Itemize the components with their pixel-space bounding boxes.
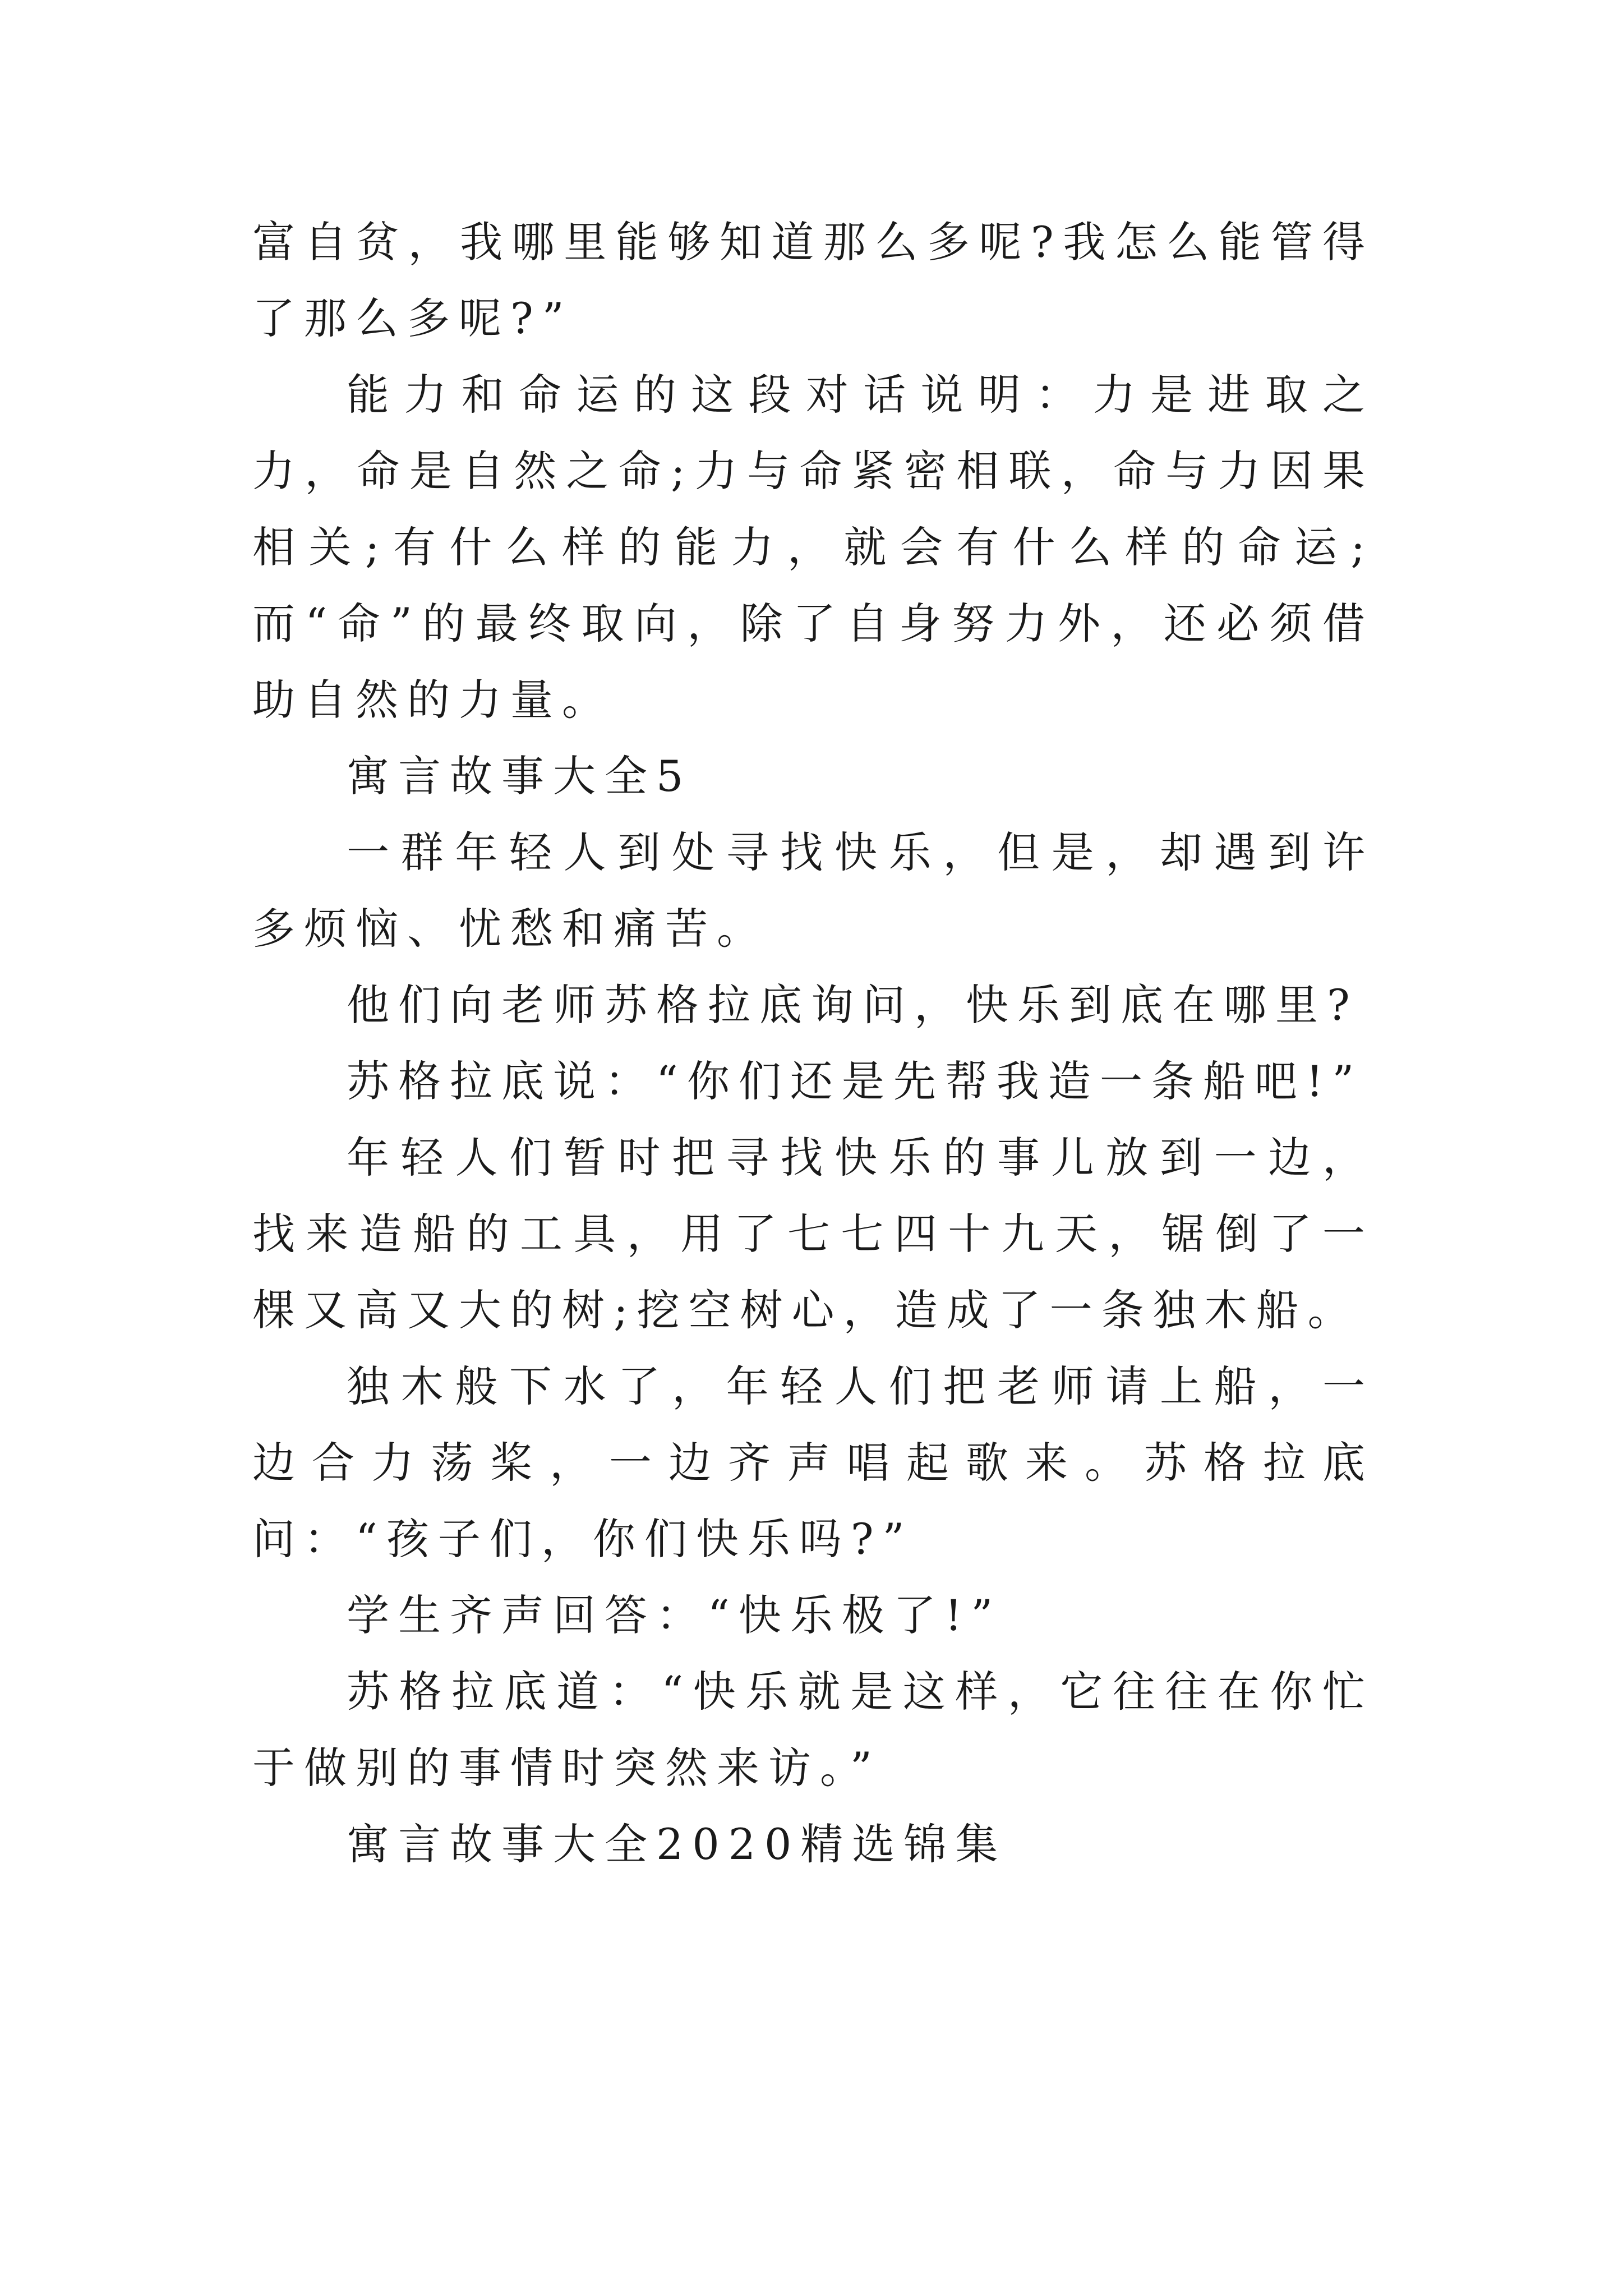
section-heading: 寓言故事大全5: [347, 751, 693, 801]
paragraph: 一群年轻人到处寻找快乐，但是，却遇到许多烦恼、忧愁和痛苦。: [252, 827, 1374, 954]
document-body: [252, 204, 1374, 1883]
paragraph-moral: 能力和命运的这段对话说明：力是进取之力，命是自然之命;力与命紧密相联，命与力因果相关;有什么样的能力，就会有什么样的命运;而“命”的最终取向，除了自身努力外，还必须借助自然的力量。: [252, 370, 1374, 725]
paragraph: 年轻人们暂时把寻找快乐的事儿放到一边，找来造船的工具，用了七七四十九天，锯倒了一棵又高又大的树;挖空树心，造成了一条独木船。: [252, 1133, 1374, 1335]
paragraph: 独木般下水了，年轻人们把老师请上船，一边合力荡桨，一边齐声唱起歌来。苏格拉底问：“孩子们，你们快乐吗?”: [252, 1361, 1374, 1564]
paragraph: 他们向老师苏格拉底询问，快乐到底在哪里?: [347, 980, 1359, 1030]
paragraph: 苏格拉底道：“快乐就是这样，它往往在你忙于做别的事情时突然来访。”: [252, 1667, 1374, 1793]
paragraph: 学生齐声回答：“快乐极了!”: [347, 1590, 1002, 1640]
paragraph-continuation: 富自贫，我哪里能够知道那么多呢?我怎么能管得了那么多呢?”: [252, 217, 1374, 343]
paragraph: 苏格拉底说：“你们还是先帮我造一条船吧!”: [347, 1056, 1363, 1106]
document-footer-title: 寓言故事大全2020精选锦集: [347, 1819, 1007, 1869]
